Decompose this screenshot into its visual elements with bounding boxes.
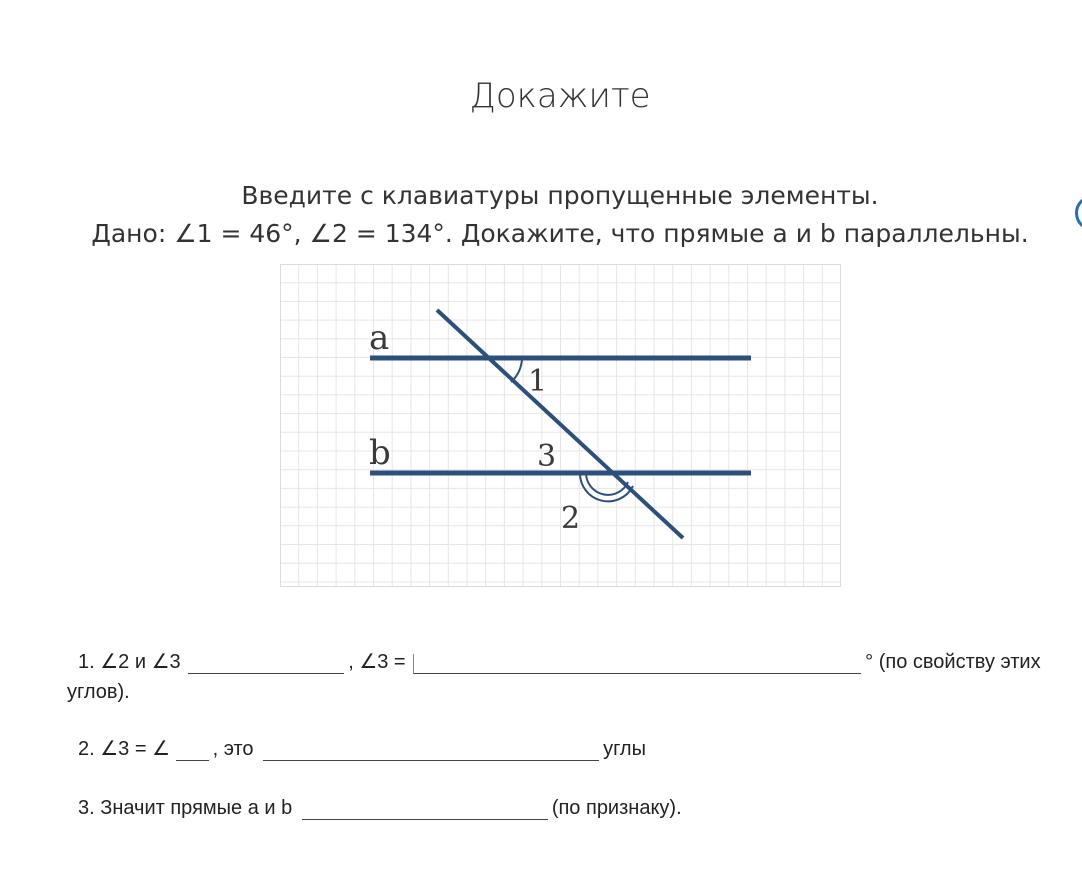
step-2-angle-kind-input[interactable] [263, 741, 599, 761]
step-1-text-end: ° (по свойству этих [865, 651, 1041, 673]
step-3 [78, 797, 682, 820]
step-1 [78, 649, 1041, 674]
step-2-angle-number-input[interactable] [176, 741, 209, 761]
step-2-text-end: углы [603, 738, 646, 760]
task-given: Дано: ∠1 = 46°, ∠2 = 134°. Докажите, что прямые a и b параллельны. [91, 219, 1029, 248]
step-3-relation-input[interactable] [302, 800, 548, 820]
step-2-text-mid: , это [212, 738, 254, 760]
step-2-text-start: 2. ∠3 = ∠ [78, 738, 171, 760]
task-instruction: Введите с клавиатуры пропущенные элементы. [241, 181, 879, 210]
label-3: 3 [537, 439, 557, 474]
label-2: 2 [561, 501, 581, 536]
step-1-angle-type-input[interactable] [188, 654, 344, 674]
label-b: b [369, 433, 391, 473]
label-1: 1 [528, 364, 548, 399]
step-1-angle-value-input[interactable] [413, 654, 861, 674]
geometry-figure [280, 264, 841, 587]
step-3-text-start: 3. Значит прямые a и b [78, 797, 293, 819]
step-1-text-start: 1. ∠2 и ∠3 [78, 651, 181, 673]
step-2 [78, 736, 646, 761]
step-1-text-mid: , ∠3 = [348, 651, 406, 673]
angle-2-arc-inner [586, 473, 628, 495]
step-3-text-end: (по признаку). [551, 797, 682, 819]
label-a: a [369, 318, 390, 358]
step-1-continuation: углов). [67, 681, 130, 703]
page-title: Докажите [469, 76, 651, 116]
